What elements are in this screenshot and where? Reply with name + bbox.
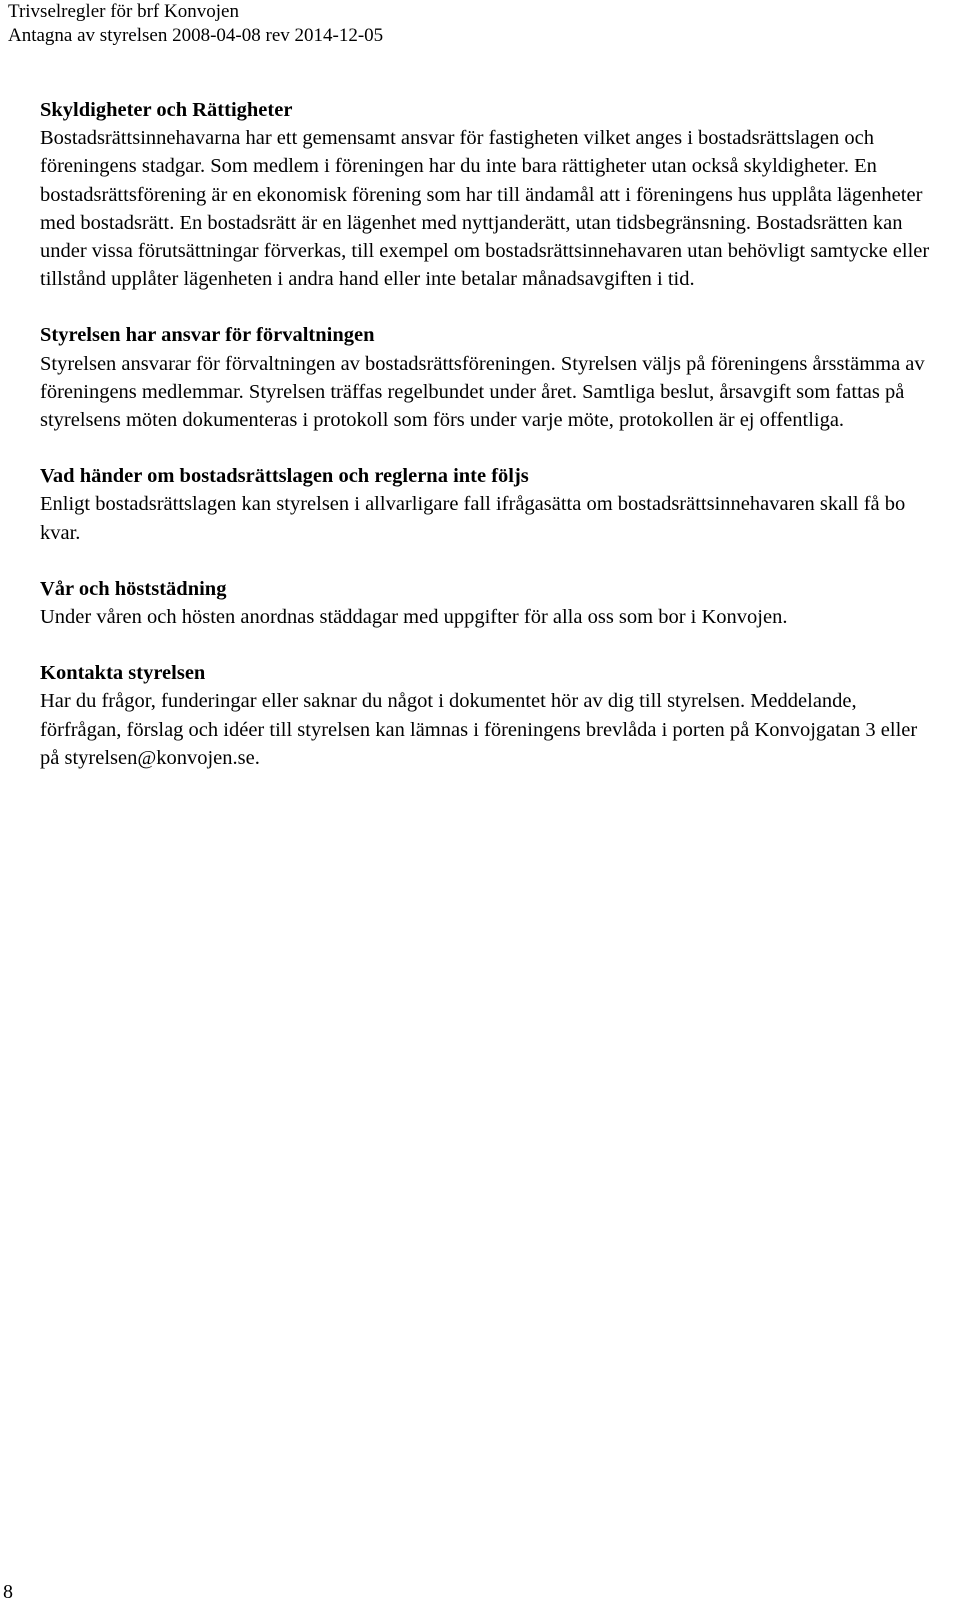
section-body: Har du frågor, funderingar eller saknar du något i dokumentet hör av dig till styrelsen. Meddelande, förfrågan, förslag och idéer till styrelsen kan lämnas i föreningens brevlåda i porten på Konvojgatan 3 eller på styrelsen@konvojen.se. <box>40 690 918 769</box>
page-number: 8 <box>3 1581 13 1603</box>
section-board-responsibility <box>40 321 940 434</box>
section-heading: Vår och höststädning <box>40 577 227 600</box>
section-body: Enligt bostadsrättslagen kan styrelsen i allvarligare fall ifrågasätta om bostadsrättsinnehavaren skall få bo kvar. <box>40 493 906 544</box>
document-body <box>40 96 940 772</box>
section-cleaning-days <box>40 575 940 631</box>
section-rights-and-duties <box>40 96 940 293</box>
section-contact-board <box>40 659 940 772</box>
section-heading: Skyldigheter och Rättigheter <box>40 99 293 121</box>
section-body: Under våren och hösten anordnas städdagar med uppgifter för alla oss som bor i Konvojen. <box>40 606 788 629</box>
section-body: Styrelsen ansvarar för förvaltningen av bostadsrättsföreningen. Styrelsen väljs på föreningens årsstämma av föreningens medlemmar. Styrelsen träffas regelbundet under året. Samtliga beslut, årsavgift som fattas på styrelsens möten dokumenteras i protokoll som förs under varje möte, protokollen är ej offentliga. <box>40 352 925 432</box>
section-body: Bostadsrättsinnehavarna har ett gemensamt ansvar för fastigheten vilket anges i bostadsrättslagen och föreningens stadgar. Som medlem i föreningen har du inte bara rättigheter utan också skyldigheter. En bostadsrättsförening är en ekonomisk förening som har till ändamål att i föreningens hus upplåta lägenheter med bostadsrätt. En bostadsrätt är en lägenhet med nyttjanderätt, utan tidsbegränsning. Bostadsrätten kan under vissa förutsättningar förverkas, till exempel om bostadsrättsinnehavaren utan behövligt samtycke eller tillstånd upplåter lägenheten i andra hand eller inte betalar månadsavgiften i tid. <box>40 127 930 291</box>
document-subtitle: Antagna av styrelsen 2008-04-08 rev 2014-12-05 <box>8 25 384 46</box>
section-heading: Vad händer om bostadsrättslagen och reglerna inte följs <box>40 465 529 488</box>
document-header <box>8 0 383 48</box>
document-title: Trivselregler för brf Konvojen <box>8 1 239 22</box>
section-heading: Styrelsen har ansvar för förvaltningen <box>40 324 375 347</box>
section-heading: Kontakta styrelsen <box>40 662 206 685</box>
section-rule-violations <box>40 462 940 547</box>
